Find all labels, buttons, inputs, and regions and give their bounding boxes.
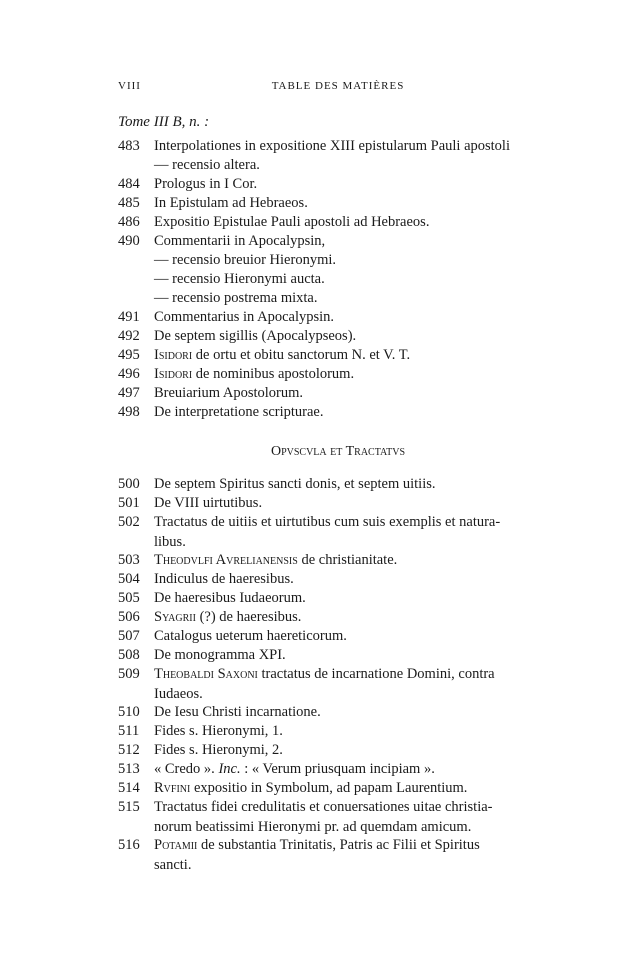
entry-514: 514 Rvfini expositio in Symbolum, ad papam Laurentium. bbox=[118, 780, 468, 796]
entry-504: 504 Indiculus de haeresibus. bbox=[118, 571, 294, 587]
tome-heading: Tome III B, n. : bbox=[118, 114, 210, 130]
entry-495: 495 Isidori de ortu et obitu sanctorum N. et V. T. bbox=[118, 347, 411, 363]
entry-500: 500 De septem Spiritus sancti donis, et septem uitiis. bbox=[118, 476, 436, 492]
entry-492: 492 De septem sigillis (Apocalypseos). bbox=[118, 328, 357, 344]
entry-503: 503 Theodvlfi Avrelianensis de christianitate. bbox=[118, 552, 398, 568]
entry-507: 507 Catalogus ueterum haereticorum. bbox=[118, 628, 347, 644]
author-name: Isidori bbox=[154, 347, 193, 363]
entry-485: 485 In Epistulam ad Hebraeos. bbox=[118, 195, 308, 211]
running-title: TABLE DES MATIÈRES bbox=[271, 80, 405, 92]
entry-501: 501 De VIII uirtutibus. bbox=[118, 495, 263, 511]
entry-508: 508 De monogramma XPI. bbox=[118, 647, 286, 663]
entry-486: 486 Expositio Epistulae Pauli apostoli ad Hebraeos. bbox=[118, 214, 430, 230]
author-name: Isidori bbox=[154, 366, 193, 382]
page-header bbox=[118, 80, 558, 96]
entry-516: 516 Potamii de substantia Trinitatis, Patris ac Filii et Spiritus sancti. bbox=[118, 837, 480, 873]
entry-490-sub-1: — recensio breuior Hieronymi. bbox=[154, 252, 337, 268]
entry-483-continuation: — recensio altera. bbox=[154, 157, 260, 173]
entry-484: 484 Prologus in I Cor. bbox=[118, 176, 258, 192]
author-name: Theodvlfi Avrelianensis bbox=[154, 552, 298, 568]
entry-510: 510 De Iesu Christi incarnatione. bbox=[118, 704, 321, 720]
entry-490: 490 Commentarii in Apocalypsin, bbox=[118, 233, 326, 249]
entry-506: 506 Syagrii (?) de haeresibus. bbox=[118, 609, 302, 625]
entry-505: 505 De haeresibus Iudaeorum. bbox=[118, 590, 306, 606]
entry-513: 513 « Credo ». Inc. : « Verum priusquam incipiam ». bbox=[118, 761, 435, 777]
entry-511: 511 Fides s. Hieronymi, 1. bbox=[118, 723, 283, 739]
entry-509: 509 Theobaldi Saxoni tractatus de incarnatione Domini, contra Iudaeos. bbox=[118, 666, 495, 702]
entry-483: 483 Interpolationes in expositione XIII epistularum Pauli apostoli bbox=[118, 138, 510, 154]
author-name: Potamii bbox=[154, 837, 198, 853]
author-name: Rvfini bbox=[154, 780, 191, 796]
section-title: Opvscvla et Tractatvs bbox=[270, 444, 406, 459]
entry-515: 515 Tractatus fidei credulitatis et conuersationes uitae christia- norum beatissimi Hieronymi pr. ad quemdam amicum. bbox=[118, 799, 493, 835]
entry-491: 491 Commentarius in Apocalypsin. bbox=[118, 309, 335, 325]
page-number: VIII bbox=[118, 80, 141, 92]
author-name: Syagrii bbox=[154, 609, 196, 625]
entry-490-sub-2: — recensio Hieronymi aucta. bbox=[154, 271, 325, 287]
entry-498: 498 De interpretatione scripturae. bbox=[118, 404, 324, 420]
entry-496: 496 Isidori de nominibus apostolorum. bbox=[118, 366, 355, 382]
entry-497: 497 Breuiarium Apostolorum. bbox=[118, 385, 304, 401]
entry-512: 512 Fides s. Hieronymi, 2. bbox=[118, 742, 283, 758]
author-name: Theobaldi Saxoni bbox=[154, 666, 258, 682]
entry-502: 502 Tractatus de uitiis et uirtutibus cum suis exemplis et natura- libus. bbox=[118, 514, 501, 550]
entry-490-sub-3: — recensio postrema mixta. bbox=[154, 290, 318, 306]
